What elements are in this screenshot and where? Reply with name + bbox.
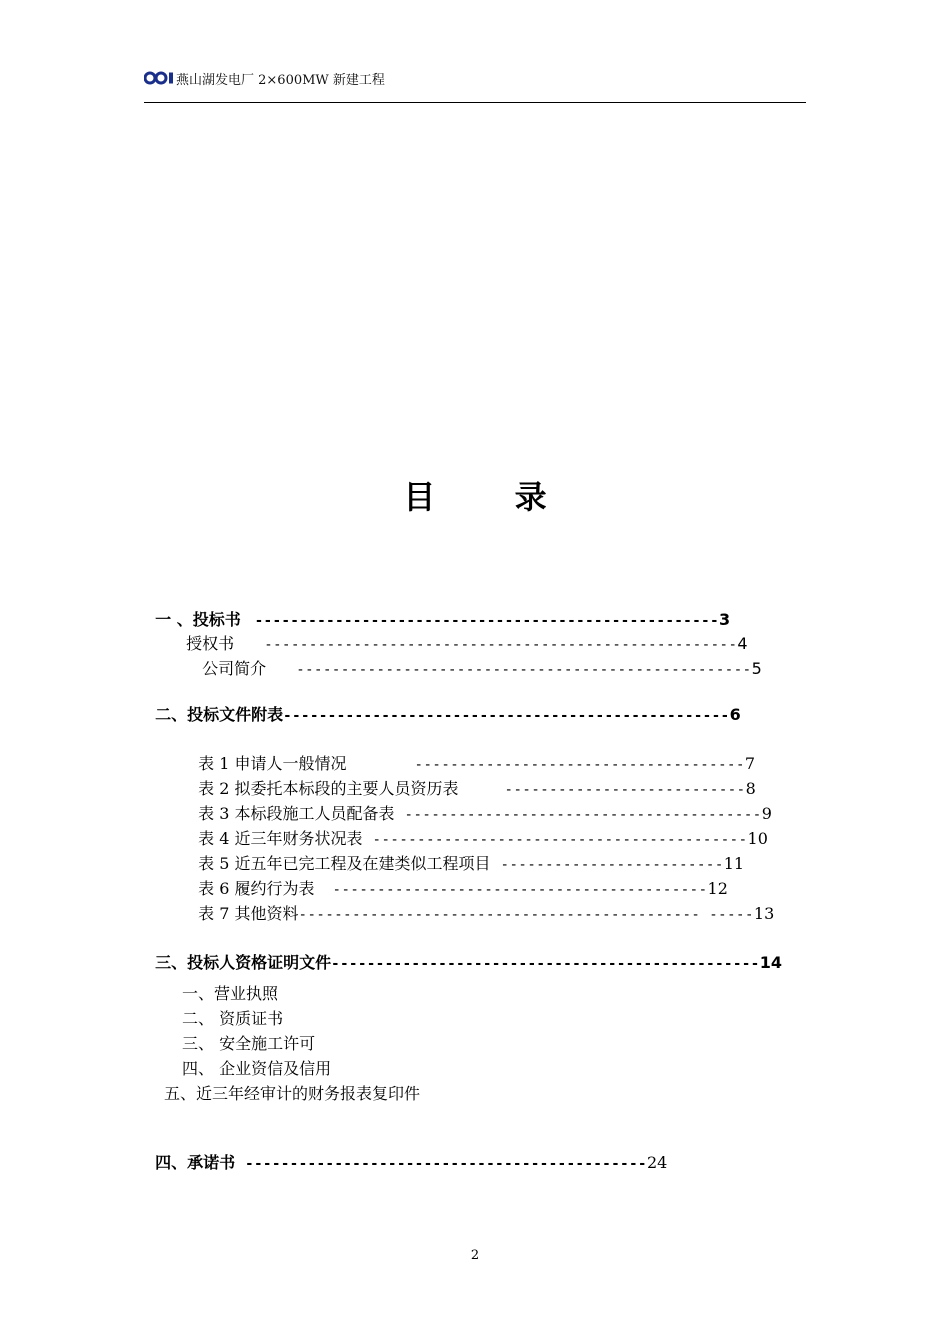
toc-entry: 四、 企业资信及信用 (182, 1059, 332, 1078)
toc-entry: 表 4 近三年财务状况表 ------------------------------------------10 (198, 829, 768, 848)
company-logo-icon (144, 71, 174, 85)
toc-entry: 表 6 履约行为表 ------------------------------------------12 (198, 879, 728, 898)
toc-entry: 公司简介 ---------------------------------------------------5 (202, 659, 762, 678)
toc-entry: 表 3 本标段施工人员配备表 ----------------------------------------9 (198, 804, 772, 823)
header-title: 燕山湖发电厂 2×600MW 新建工程 (176, 72, 385, 88)
toc-entry: 四、承诺书 ---------------------------------------------24 (155, 1153, 668, 1172)
page-header (144, 68, 385, 88)
toc-title: 目 录 (403, 478, 581, 516)
toc-entry: 授权书 -----------------------------------------------------4 (186, 634, 748, 653)
toc-entry: 五、近三年经审计的财务报表复印件 (164, 1084, 421, 1103)
toc-entry: 一 、投标书 ----------------------------------------------------3 (155, 610, 731, 629)
toc-entry: 三、 安全施工许可 (182, 1034, 316, 1053)
toc-entry: 三、投标人资格证明文件------------------------------------------------14 (155, 953, 782, 972)
toc-entry: 二、 资质证书 (182, 1009, 284, 1028)
toc-entry: 表 5 近五年已完工程及在建类似工程项目 -------------------------11 (198, 854, 745, 873)
toc-entry: 一、营业执照 (182, 984, 279, 1003)
toc-entry: 表 7 其他资料--------------------------------------------- -----13 (198, 904, 775, 923)
toc-entry: 二、投标文件附表--------------------------------------------------6 (155, 705, 741, 724)
toc-entry: 表 1 申请人一般情况 -------------------------------------7 (198, 754, 756, 773)
page-number: 2 (470, 1248, 480, 1263)
header-divider (144, 102, 806, 103)
toc-entry: 表 2 拟委托本标段的主要人员资历表 ---------------------------8 (198, 779, 756, 798)
